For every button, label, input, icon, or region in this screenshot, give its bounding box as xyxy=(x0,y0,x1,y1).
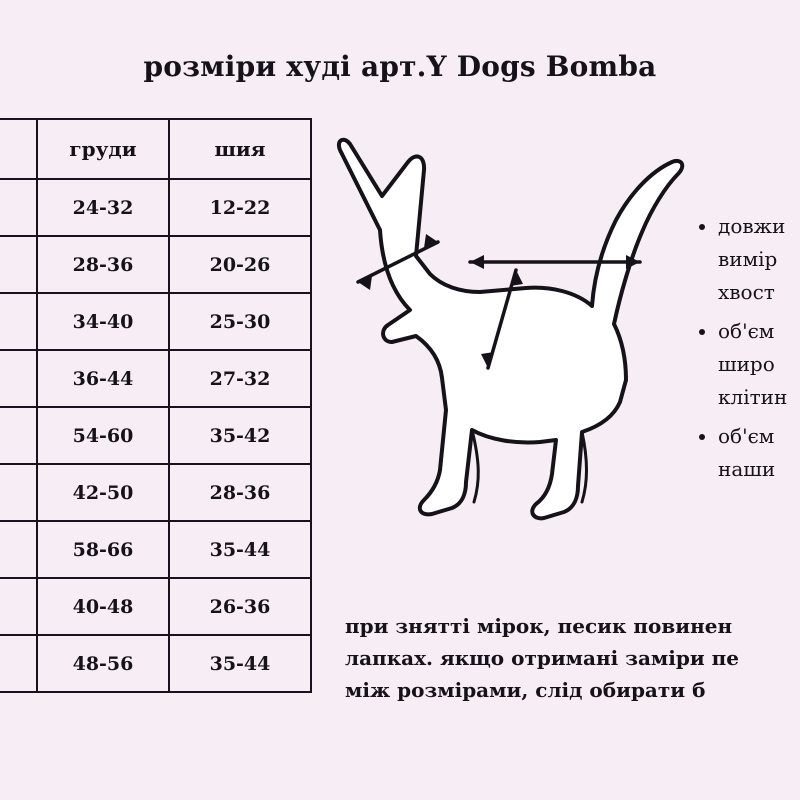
table-row xyxy=(0,521,311,578)
bullet-line: довжи xyxy=(718,214,786,238)
bullet-line: хвост xyxy=(718,280,775,304)
cell-size xyxy=(0,293,37,350)
cell-neck: 35-44 xyxy=(169,521,311,578)
bullet-line: клітин xyxy=(718,385,788,409)
cell-chest: 36-44 xyxy=(37,350,169,407)
dog-body-path xyxy=(339,140,682,519)
cell-chest: 24-32 xyxy=(37,179,169,236)
size-table-container xyxy=(0,118,310,693)
cell-chest: 42-50 xyxy=(37,464,169,521)
cell-size xyxy=(0,236,37,293)
cell-neck: 28-36 xyxy=(169,464,311,521)
bullet-line: об'єм xyxy=(718,319,775,343)
page-title: розміри худі арт.Y Dogs Bomba xyxy=(143,50,657,83)
dog-illustration xyxy=(320,110,710,550)
column-header-size xyxy=(0,119,37,179)
cell-size xyxy=(0,407,37,464)
cell-neck: 20-26 xyxy=(169,236,311,293)
cell-size xyxy=(0,521,37,578)
bullet-line: широ xyxy=(718,352,775,376)
cell-size xyxy=(0,578,37,635)
list-item xyxy=(718,420,800,486)
note-line: при знятті мірок, песик повинен xyxy=(345,614,733,638)
table-row xyxy=(0,236,311,293)
bullet-line: вимір xyxy=(718,247,778,271)
cell-chest: 54-60 xyxy=(37,407,169,464)
column-header-chest: груди xyxy=(37,119,169,179)
table-header-row xyxy=(0,119,311,179)
bullet-line: об'єм xyxy=(718,424,775,448)
cell-neck: 12-22 xyxy=(169,179,311,236)
list-item xyxy=(718,315,800,414)
cell-size xyxy=(0,350,37,407)
table-row xyxy=(0,407,311,464)
cell-size xyxy=(0,464,37,521)
dog-rear-leg-detail xyxy=(582,432,587,502)
cell-chest: 34-40 xyxy=(37,293,169,350)
measurement-instructions-list xyxy=(700,210,800,492)
cell-size xyxy=(0,179,37,236)
table-row xyxy=(0,578,311,635)
cell-size xyxy=(0,635,37,692)
table-row xyxy=(0,464,311,521)
cell-chest: 28-36 xyxy=(37,236,169,293)
table-row xyxy=(0,179,311,236)
note-line: між розмірами, слід обирати б xyxy=(345,678,706,702)
cell-neck: 25-30 xyxy=(169,293,311,350)
size-table xyxy=(0,118,312,693)
cell-chest: 58-66 xyxy=(37,521,169,578)
table-row xyxy=(0,635,311,692)
footer-note xyxy=(345,610,800,706)
note-line: лапках. якщо отримані заміри пе xyxy=(345,646,740,670)
dog-leg-detail xyxy=(472,430,478,502)
cell-neck: 26-36 xyxy=(169,578,311,635)
table-row xyxy=(0,293,311,350)
table-row xyxy=(0,350,311,407)
back-arrow-head-left xyxy=(470,255,484,269)
list-item xyxy=(718,210,800,309)
cell-neck: 27-32 xyxy=(169,350,311,407)
cell-chest: 40-48 xyxy=(37,578,169,635)
cell-neck: 35-44 xyxy=(169,635,311,692)
cell-chest: 48-56 xyxy=(37,635,169,692)
cell-neck: 35-42 xyxy=(169,407,311,464)
bullet-line: наши xyxy=(718,457,776,481)
column-header-neck: шия xyxy=(169,119,311,179)
